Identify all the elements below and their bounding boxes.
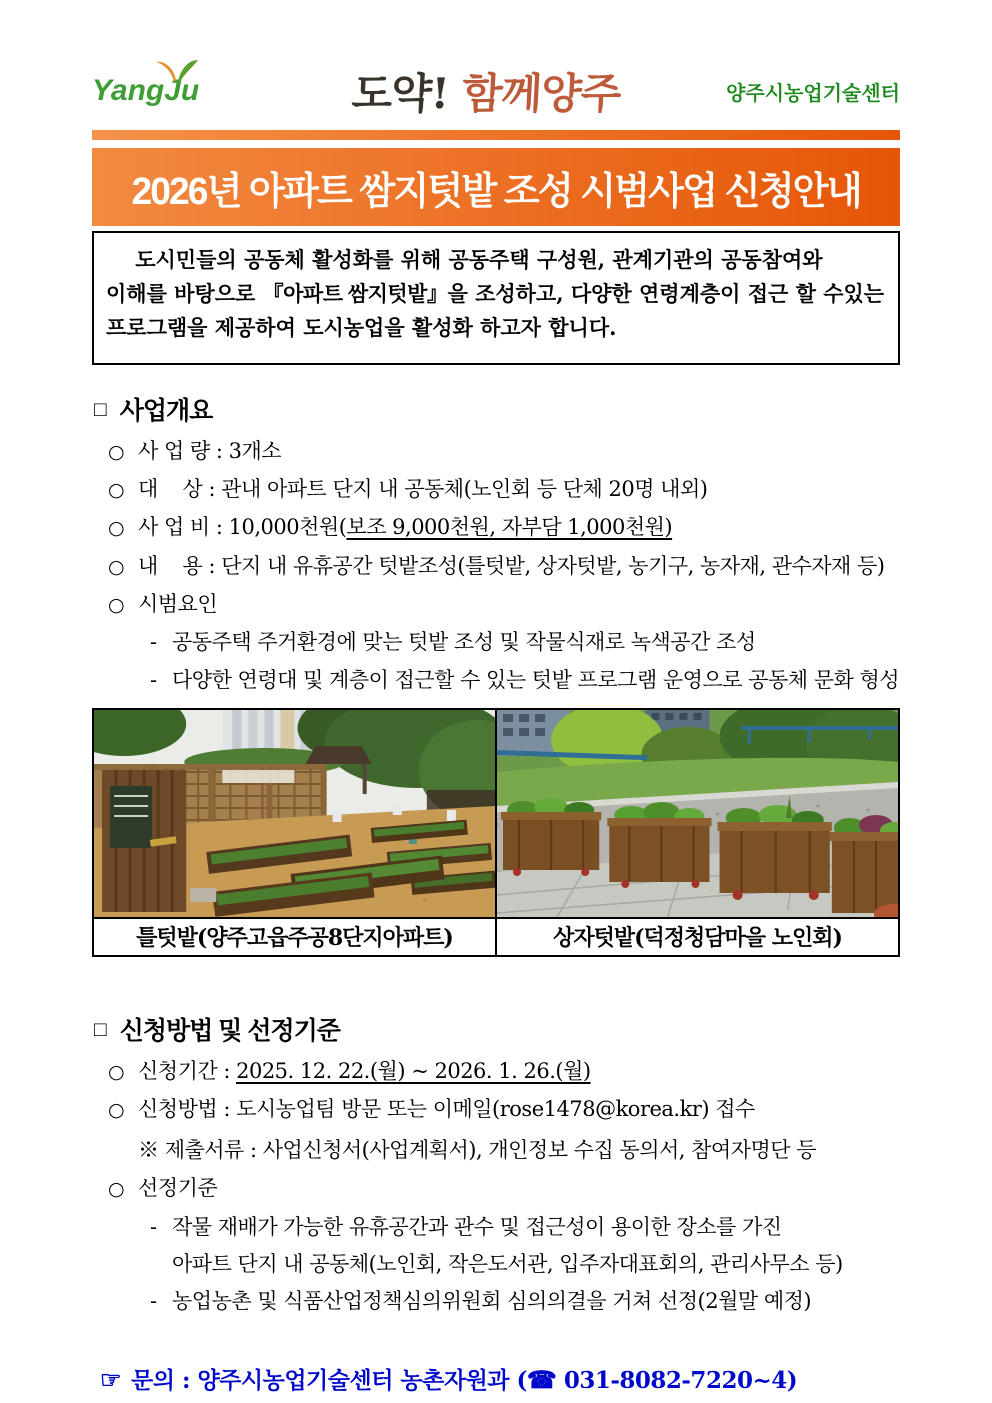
criteria-sub-item-continued	[92, 1251, 900, 1278]
photo-frame-garden	[93, 709, 496, 918]
item-label: 사 업 량	[138, 438, 210, 463]
item-bullet-icon: ○	[108, 1060, 125, 1083]
organization-name: 양주시농업기술센터	[726, 82, 900, 105]
item-colon: :	[217, 1058, 237, 1083]
contact-phone-number: 031-8082-7220~4)	[556, 1366, 798, 1394]
overview-item-target	[92, 476, 900, 503]
phone-icon: ☎	[526, 1364, 557, 1394]
intro-paragraph	[106, 243, 886, 345]
item-colon: :	[202, 553, 222, 578]
section-marker-icon: □	[94, 397, 106, 421]
item-label: 내 용	[138, 553, 203, 578]
section-marker-icon: □	[94, 1017, 106, 1041]
item-value-underlined: 보조 9,000천원, 자부담 1,000천원)	[346, 515, 673, 540]
pointing-hand-icon: ☞	[100, 1364, 122, 1394]
period-value-underlined: 2025. 12. 22.(월) ~ 2026. 1. 26.(월)	[236, 1058, 591, 1083]
title-banner	[92, 148, 900, 226]
overview-item-budget	[92, 514, 900, 541]
pilot-sub-item	[92, 667, 900, 694]
item-colon: :	[209, 438, 229, 463]
reference-mark: ※	[138, 1138, 159, 1163]
item-value: 단지 내 유휴공간 텃밭조성(틀텃밭, 상자텃밭, 농기구, 농자재, 관수자재 등)	[221, 553, 885, 578]
intro-text-post: 을 조성하고, 다양한 연령계층이 접근 할 수있는 프로그램을 제공하여 도시농업을 활성화 하고자 합니다.	[106, 280, 885, 341]
intro-text-pre: 도시민들의 공동체 활성화를 위해 공동주택 구성원, 관계기관의 공동참여와 이해를 바탕으로	[106, 247, 823, 306]
item-colon: :	[217, 1097, 237, 1122]
sub-item-text: 아파트 단지 내 공동체(노인회, 작은도서관, 입주자대표회의, 관리사무소 등)	[172, 1252, 843, 1277]
item-bullet-icon: ○	[108, 440, 125, 463]
item-value: 3개소	[228, 438, 282, 463]
item-value: 도시농업팀 방문 또는 이메일(rose1478@korea.kr) 접수	[236, 1097, 755, 1122]
section-title-text: 사업개요	[119, 396, 213, 425]
apply-item-period	[92, 1058, 900, 1085]
item-bullet-icon: ○	[108, 479, 125, 502]
orange-divider	[92, 130, 900, 140]
item-value: 10,000천원(	[228, 515, 347, 540]
item-bullet-icon: ○	[108, 1178, 125, 1201]
page-title: 2026년 아파트 쌈지텃밭 조성 시범사업 신청안내	[131, 170, 861, 213]
item-label: 신청기간	[138, 1058, 218, 1083]
apply-item-criteria	[92, 1175, 900, 1202]
docs-note	[92, 1134, 900, 1164]
item-bullet-icon: ○	[108, 593, 125, 616]
overview-item-pilot	[92, 591, 900, 618]
item-bullet-icon: ○	[108, 517, 125, 540]
intro-box	[92, 231, 900, 365]
frame-garden-photo	[94, 710, 495, 917]
item-label: 신청방법	[138, 1097, 218, 1122]
slogan-dark-part: 도약!	[350, 69, 450, 118]
item-label: 사 업 비	[138, 515, 210, 540]
item-bullet-icon: ○	[108, 555, 125, 578]
sub-item-text: 다양한 연령대 및 계층이 접근할 수 있는 텃밭 프로그램 운영으로 공동체 문화 형성	[172, 667, 900, 692]
dash-marker: -	[150, 1289, 157, 1314]
section-title-text: 신청방법 및 선정기준	[119, 1016, 340, 1045]
photo-caption-right: 상자텃밭(덕정청담마을 노인회)	[496, 918, 899, 956]
docs-note-text: 제출서류 : 사업신청서(사업계획서), 개인정보 수집 동의서, 참여자명단 등	[164, 1138, 817, 1163]
yangju-logo	[92, 74, 252, 108]
document-header	[92, 56, 900, 126]
item-colon: :	[202, 477, 222, 502]
box-garden-photo	[497, 710, 898, 917]
item-label: 시범요인	[138, 591, 218, 616]
pilot-sub-item	[92, 629, 900, 656]
photo-caption-left: 틀텃밭(양주고읍주공8단지아파트)	[93, 918, 496, 956]
dash-marker: -	[150, 630, 157, 655]
item-label: 대 상	[138, 477, 203, 502]
yangju-logo-text: YangJu	[92, 74, 200, 107]
intro-text-highlight: 『아파트 쌈지텃밭』	[262, 282, 448, 306]
apply-item-method	[92, 1096, 900, 1123]
sub-item-text: 농업농촌 및 식품산업정책심의위원회 심의의결을 거쳐 선정(2월말 예정)	[172, 1289, 812, 1314]
item-label: 선정기준	[138, 1176, 218, 1201]
city-slogan	[350, 61, 622, 121]
section-title-overview	[94, 391, 900, 427]
criteria-sub-item	[92, 1214, 900, 1241]
dash-marker: -	[150, 667, 157, 692]
sub-item-text: 작물 재배가 가능한 유휴공간과 관수 및 접근성이 용이한 장소를 가진	[172, 1214, 782, 1239]
item-value: 관내 아파트 단지 내 공동체(노인회 등 단체 20명 내외)	[221, 477, 708, 502]
photo-box-garden	[496, 709, 899, 918]
slogan-orange-part: 함께양주	[460, 69, 622, 118]
item-colon: :	[209, 515, 229, 540]
photo-table	[92, 708, 900, 957]
overview-item-content	[92, 553, 900, 580]
overview-item-quantity	[92, 438, 900, 465]
contact-text: 문의 : 양주시농업기술센터 농촌자원과 (	[131, 1366, 527, 1394]
item-bullet-icon: ○	[108, 1099, 125, 1122]
document-page	[92, 0, 900, 1395]
criteria-sub-item	[92, 1288, 900, 1315]
sprout-icon	[154, 58, 200, 88]
contact-line	[92, 1362, 900, 1395]
sub-item-text: 공동주택 주거환경에 맞는 텃밭 조성 및 작물식재로 녹색공간 조성	[172, 630, 756, 655]
dash-marker: -	[150, 1214, 157, 1239]
section-title-apply	[94, 1011, 900, 1047]
